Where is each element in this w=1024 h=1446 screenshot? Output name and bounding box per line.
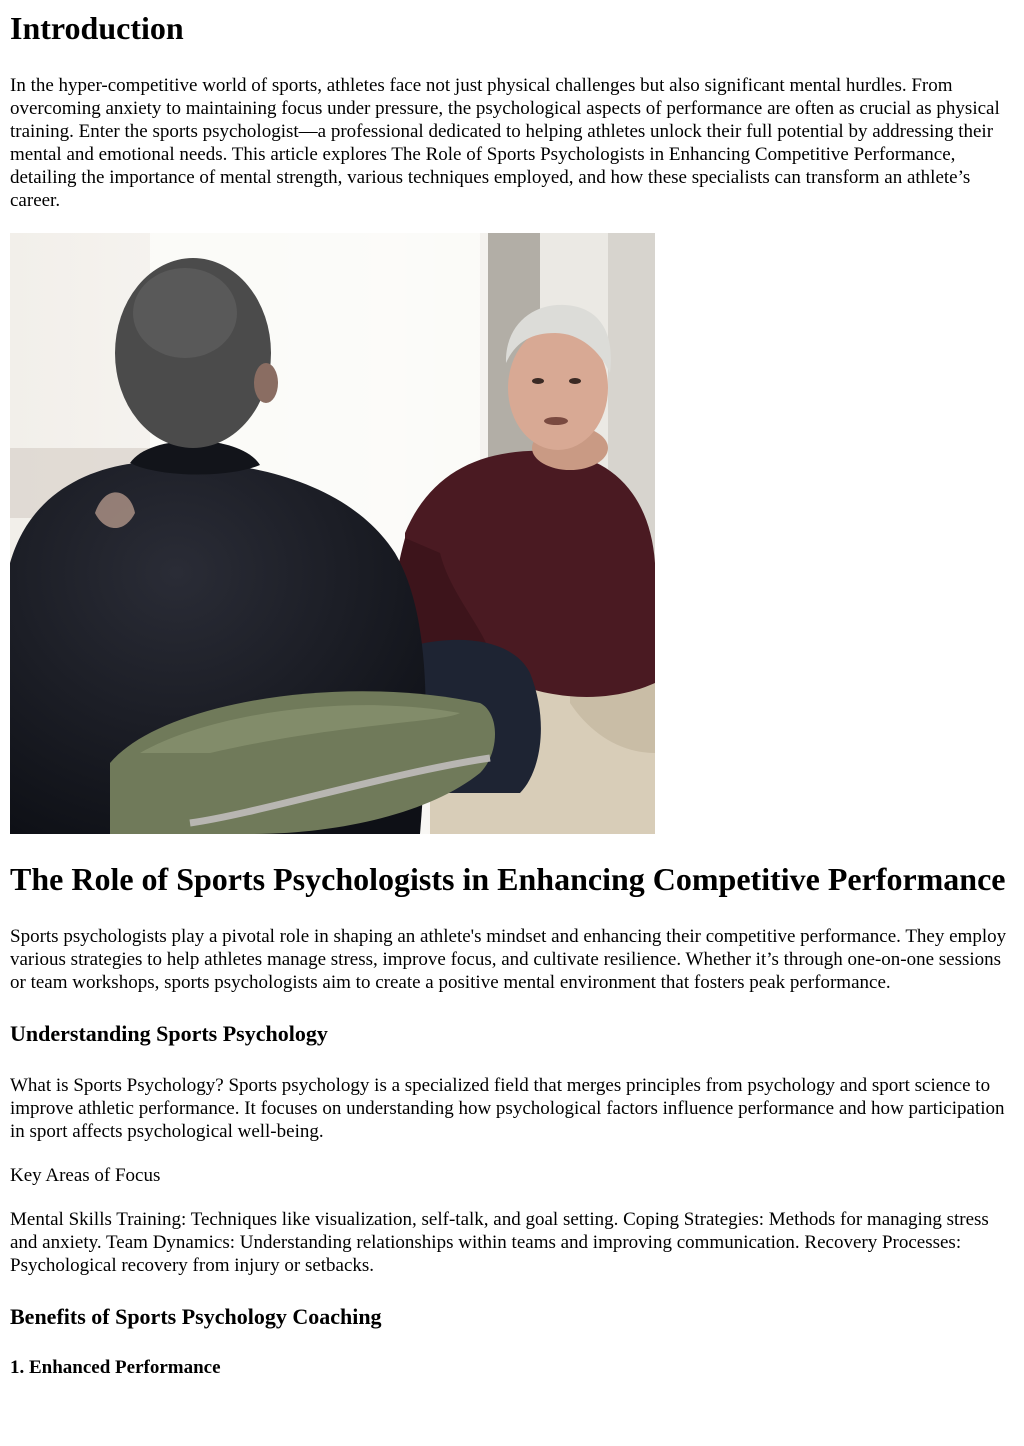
man-eye-right — [569, 378, 581, 384]
benefits-heading: Benefits of Sports Psychology Coaching — [10, 1303, 382, 1329]
therapy-session-photo — [10, 233, 655, 834]
key-areas-paragraph: Mental Skills Training: Techniques like visualization, self-talk, and goal setting. Coping Strategies: Methods for managing stress and anxiety. Team Dynamics: Understanding relationships within teams and improving communication. Recovery Processes: Psychological recovery from injury or setbacks. — [10, 1208, 989, 1276]
intro-heading: Introduction — [10, 10, 184, 46]
role-paragraph: Sports psychologists play a pivotal role in shaping an athlete's mindset and enhancing their competitive performance. They employ various strategies to help athletes manage stress, improve focus, and cultivate resilience. Whether it’s through one-on-one sessions or team workshops, sports psychologists aim to create a positive mental environment that fosters peak performance. — [10, 925, 1007, 993]
key-areas-label: Key Areas of Focus — [10, 1164, 161, 1186]
what-is-paragraph: What is Sports Psychology? Sports psychology is a specialized field that merges principles from psychology and sport science to improve athletic performance. It focuses on understanding how psychological factors influence performance and how participation in sport affects psychological well-being. — [10, 1074, 1005, 1142]
role-heading: The Role of Sports Psychologists in Enhancing Competitive Performance — [10, 860, 1006, 897]
man-mouth — [544, 417, 568, 425]
man-eye-left — [532, 378, 544, 384]
understanding-heading: Understanding Sports Psychology — [10, 1020, 328, 1046]
therapist-hair-highlight — [133, 268, 237, 358]
intro-paragraph: In the hyper-competitive world of sports, athletes face not just physical challenges but also significant mental hurdles. From overcoming anxiety to maintaining focus under pressure, the psychological aspects of performance are often as crucial as physical training. Enter the sports psychologist—a professional dedicated to helping athletes unlock their full potential by addressing their mental and emotional needs. This article explores The Role of Sports Psychologists in Enhancing Competitive Performance, detailing the importance of mental strength, various techniques employed, and how these specialists can transform an athlete’s career. — [10, 74, 1000, 211]
therapy-session-illustration — [10, 233, 655, 834]
therapist-ear — [254, 363, 278, 403]
enhanced-performance-heading: 1. Enhanced Performance — [10, 1357, 221, 1379]
